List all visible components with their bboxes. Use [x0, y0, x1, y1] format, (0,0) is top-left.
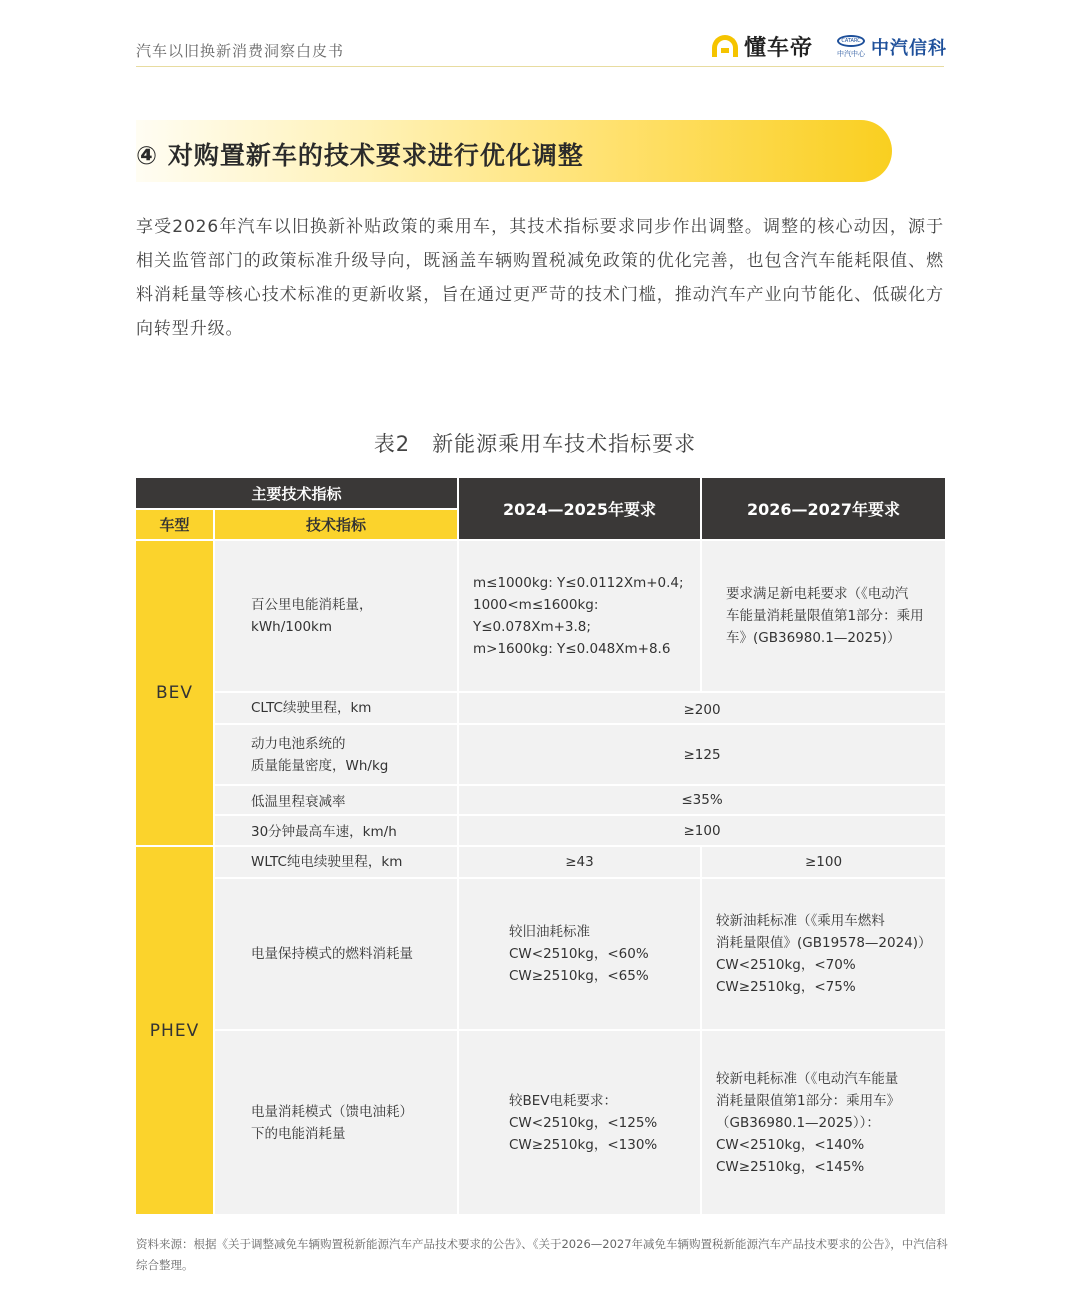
table-cell-2024: m≤1000kg: Y≤0.0112Xm+0.4; 1000<m≤1600kg: Y≤0.078Xm+3.8; m>1600kg: Y≤0.048Xm+8.6	[459, 541, 700, 691]
table-row-indicator: 电量保持模式的燃料消耗量	[215, 879, 457, 1029]
table-row-indicator: 30分钟最高车速，km/h	[215, 816, 457, 845]
dongchedi-brand-name: 懂车帝	[744, 35, 814, 61]
table-cell-2024: ≥43	[459, 847, 700, 877]
header-indicator: 技术指标	[215, 510, 457, 539]
section-title: ④ 对购置新车的技术要求进行优化调整	[136, 141, 584, 170]
header-2024-2025: 2024—2025年要求	[459, 478, 700, 539]
table-row-indicator: WLTC纯电续驶里程，km	[215, 847, 457, 877]
body-paragraph: 享受2026年汽车以旧换新补贴政策的乘用车，其技术指标要求同步作出调整。调整的核心动因，源于相关监管部门的政策标准升级导向，既涵盖车辆购置税减免政策的优化完善，也包含汽车能耗限值、燃料消耗量等核心技术标准的更新收紧，旨在通过更严苛的技术门槛，推动汽车产业向节能化、低碳化方向转型升级。	[136, 217, 944, 339]
table-row-indicator: 低温里程衰减率	[215, 786, 457, 814]
table-cell-merged: ≥125	[459, 725, 945, 784]
catarc-brand-name: 中汽信科	[871, 38, 947, 59]
header-vehicle-type: 车型	[136, 510, 213, 539]
table-row-indicator: CLTC续驶里程，km	[215, 693, 457, 723]
table-cell-2024: 较旧油耗标准 CW<2510kg，<60% CW≥2510kg，<65%	[459, 879, 700, 1029]
catarc-sub-label: 中汽中心	[837, 50, 865, 58]
catarc-logo-icon	[836, 35, 866, 59]
table-row-indicator: 电量消耗模式（馈电油耗） 下的电能消耗量	[215, 1031, 457, 1214]
table-cell-2026: 要求满足新电耗要求（《电动汽 车能量消耗量限值第1部分：乘用 车》(GB36980.1—2025)）	[702, 541, 945, 691]
table-cell-merged: ≥100	[459, 816, 945, 845]
catarc-mark: CATARC	[837, 35, 865, 47]
table-cell-2026: ≥100	[702, 847, 945, 877]
dongchedi-logo	[712, 32, 813, 60]
dongchedi-logo-icon	[712, 35, 738, 57]
table-cell-2024: 较BEV电耗要求： CW<2510kg，<125% CW≥2510kg，<130%	[459, 1031, 700, 1214]
header-divider	[136, 66, 944, 67]
table-row-indicator: 动力电池系统的 质量能量密度，Wh/kg	[215, 725, 457, 784]
header-main-indicators: 主要技术指标	[136, 478, 457, 508]
header-2026-2027: 2026—2027年要求	[702, 478, 945, 539]
vehicle-type-phev: PHEV	[136, 847, 213, 1214]
table-caption: 表2 新能源乘用车技术指标要求	[373, 432, 697, 456]
table-cell-merged: ≤35%	[459, 786, 945, 814]
document-title: 汽车以旧换新消费洞察白皮书	[136, 42, 345, 60]
catarc-logo	[836, 33, 947, 61]
table-cell-2026: 较新电耗标准（《电动汽车能量 消耗量限值第1部分：乘用车》 （GB36980.1—2025））： CW<2510kg，<140% CW≥2510kg，<145%	[702, 1031, 945, 1214]
vehicle-type-bev: BEV	[136, 541, 213, 845]
table-row-indicator: 百公里电能消耗量， kWh/100km	[215, 541, 457, 691]
table-cell-merged: ≥200	[459, 693, 945, 723]
source-note: 资料来源：根据《关于调整减免车辆购置税新能源汽车产品技术要求的公告》、《关于2026—2027年减免车辆购置税新能源汽车产品技术要求的公告》，中汽信科综合整理。	[136, 1237, 948, 1272]
table-cell-2026: 较新油耗标准（《乘用车燃料 消耗量限值》(GB19578—2024)） CW<2510kg，<70% CW≥2510kg，<75%	[702, 879, 945, 1029]
